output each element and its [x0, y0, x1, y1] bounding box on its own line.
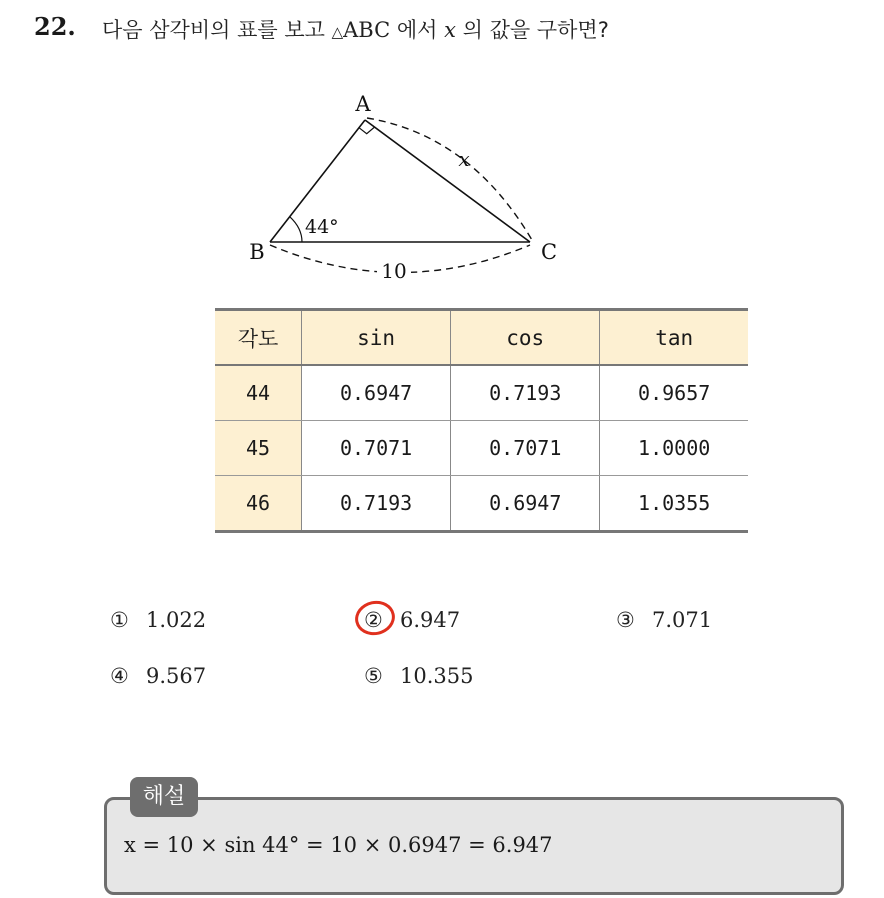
table-header-row: [215, 310, 748, 366]
side-ac: [365, 120, 530, 242]
choice-1-number: ①: [110, 608, 129, 632]
header-angle: 각도: [215, 310, 302, 366]
side-bc-label: 10: [381, 259, 407, 283]
cell-tan: 1.0000: [600, 421, 748, 476]
table-row: [215, 365, 748, 421]
choice-1[interactable]: [110, 608, 206, 632]
cell-cos: 0.7193: [451, 365, 600, 421]
triangle-symbol: △: [331, 23, 344, 41]
triangle-name: ABC: [343, 18, 391, 42]
question-text-part2: 에서: [390, 18, 445, 42]
vertex-b-label: B: [249, 240, 265, 264]
solution-equation: x = 10 × sin 44° = 10 × 0.6947 = 6.947: [124, 833, 553, 857]
question-variable: x: [444, 18, 456, 42]
choice-3-number: ③: [616, 608, 635, 632]
right-angle-mark: [359, 127, 375, 134]
triangle-diagram: [0, 0, 884, 300]
table-row: [215, 421, 748, 476]
question-number: 22.: [34, 12, 76, 41]
cell-tan: 0.9657: [600, 365, 748, 421]
choice-4-value: 9.567: [146, 664, 207, 688]
cell-sin: 0.7071: [302, 421, 451, 476]
selected-answer-mark: [352, 597, 398, 639]
question-text-part1: 다음 삼각비의 표를 보고: [102, 18, 332, 42]
choice-1-value: 1.022: [146, 608, 207, 632]
header-sin: sin: [302, 310, 451, 366]
cell-cos: 0.6947: [451, 476, 600, 532]
vertex-c-label: C: [540, 240, 558, 264]
cell-angle: 45: [215, 421, 302, 476]
header-tan: tan: [600, 310, 748, 366]
question-text-part3: 의 값을 구하면?: [455, 18, 609, 42]
choice-3-value: 7.071: [652, 608, 713, 632]
solution-label: 해설: [130, 777, 198, 817]
side-ac-brace: [367, 118, 532, 240]
choice-4-number: ④: [110, 664, 129, 688]
header-cos: cos: [451, 310, 600, 366]
cell-cos: 0.7071: [451, 421, 600, 476]
choice-4[interactable]: [110, 664, 206, 688]
cell-angle: 44: [215, 365, 302, 421]
cell-angle: 46: [215, 476, 302, 532]
choice-5[interactable]: [364, 664, 473, 688]
cell-sin: 0.6947: [302, 365, 451, 421]
table-row: [215, 476, 748, 532]
choice-2-value: 6.947: [400, 608, 461, 632]
side-ac-label: x: [458, 147, 470, 171]
angle-b-label: 44°: [305, 216, 339, 238]
choice-5-value: 10.355: [400, 664, 474, 688]
cell-sin: 0.7193: [302, 476, 451, 532]
choice-2-number: ②: [364, 608, 383, 632]
choice-5-number: ⑤: [364, 664, 383, 688]
cell-tan: 1.0355: [600, 476, 748, 532]
trig-table: [215, 308, 748, 533]
choice-3[interactable]: [616, 608, 712, 632]
vertex-a-label: A: [355, 92, 371, 116]
angle-b-arc: [290, 217, 302, 242]
